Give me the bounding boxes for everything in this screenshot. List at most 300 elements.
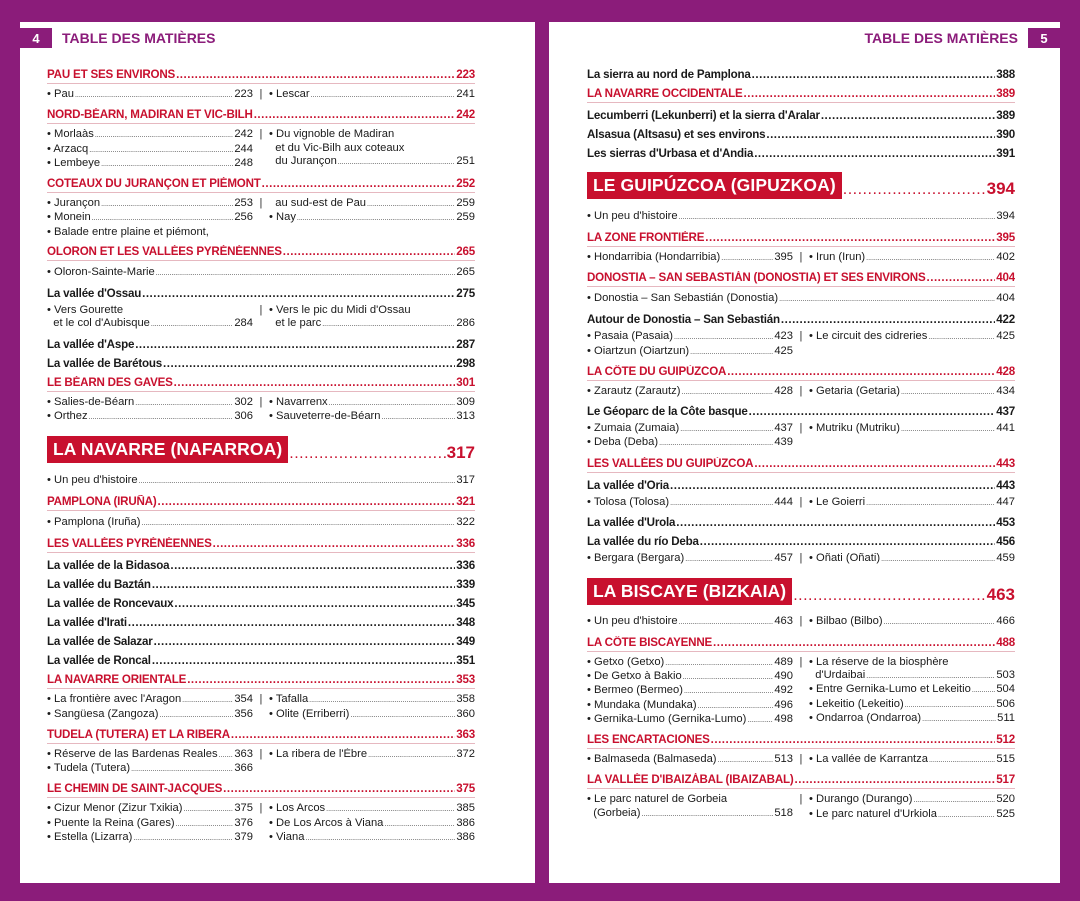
subsection-heading[interactable] bbox=[587, 128, 1015, 141]
toc-item-grid bbox=[587, 656, 1015, 727]
item-column bbox=[587, 615, 793, 629]
dot-leader bbox=[929, 753, 995, 767]
toc-item[interactable] bbox=[809, 669, 1015, 683]
dot-leader bbox=[901, 422, 995, 436]
section-heading[interactable] bbox=[47, 108, 475, 124]
entry-page: 443 bbox=[996, 478, 1015, 492]
toc-item[interactable] bbox=[587, 552, 793, 566]
toc-item[interactable] bbox=[809, 808, 1015, 822]
item-page: 459 bbox=[996, 552, 1015, 565]
subsection-heading[interactable] bbox=[587, 147, 1015, 160]
chapter-heading[interactable] bbox=[47, 436, 475, 463]
entry-title: LES ENCARTACIONES bbox=[587, 733, 710, 747]
item-page: 223 bbox=[234, 88, 253, 100]
entry-page: 363 bbox=[456, 727, 475, 741]
dot-leader bbox=[866, 251, 995, 265]
dot-leader bbox=[685, 552, 773, 566]
section-heading[interactable] bbox=[587, 733, 1015, 749]
entry-title: TUDELA (TUTERA) ET LA RIBERA bbox=[47, 727, 230, 741]
item-column bbox=[809, 385, 1015, 399]
dot-leader bbox=[779, 291, 995, 307]
dot-leader bbox=[913, 793, 995, 807]
dot-leader bbox=[329, 396, 456, 410]
dot-leader bbox=[156, 265, 456, 281]
item-text: • Un peu d'histoire bbox=[587, 615, 678, 628]
item-column bbox=[809, 793, 1015, 822]
toc-item[interactable] bbox=[47, 226, 253, 239]
item-page: 284 bbox=[234, 317, 253, 330]
item-text: • Zumaia (Zumaia) bbox=[587, 422, 680, 435]
chapter-page: 317 bbox=[446, 443, 475, 463]
item-column bbox=[809, 656, 1015, 727]
subsection-heading[interactable] bbox=[47, 654, 475, 667]
dot-leader bbox=[101, 157, 233, 171]
entry-title: COTEAUX DU JURANÇON ET PIÉMONT bbox=[47, 177, 261, 191]
section-heading[interactable] bbox=[47, 177, 475, 193]
toc-item[interactable] bbox=[269, 831, 475, 845]
chapter-heading[interactable] bbox=[587, 172, 1015, 199]
item-text: • La réserve de la biosphère bbox=[809, 655, 949, 668]
dot-leader bbox=[683, 670, 774, 684]
dot-leader bbox=[322, 317, 455, 331]
toc-item[interactable] bbox=[47, 304, 253, 317]
page-header bbox=[855, 28, 1061, 48]
entry-page: 428 bbox=[996, 364, 1015, 378]
item-text: • Olite (Erriberri) bbox=[269, 707, 350, 720]
toc-item[interactable] bbox=[809, 712, 1015, 726]
dot-leader bbox=[866, 496, 995, 510]
toc-item[interactable] bbox=[809, 753, 1015, 767]
section-heading[interactable] bbox=[47, 245, 475, 261]
item-text: • Pamplona (Iruña) bbox=[47, 516, 141, 529]
item-page: 402 bbox=[996, 251, 1015, 263]
toc-item[interactable] bbox=[587, 385, 793, 399]
dot-leader bbox=[905, 698, 996, 712]
item-text: • Getxo (Getxo) bbox=[587, 655, 665, 668]
toc-item[interactable] bbox=[269, 128, 475, 141]
toc-item[interactable] bbox=[47, 88, 253, 102]
toc-item[interactable] bbox=[587, 793, 793, 806]
section-heading[interactable] bbox=[47, 782, 475, 798]
toc-item[interactable] bbox=[587, 807, 793, 821]
dot-leader bbox=[182, 693, 233, 707]
toc-item[interactable] bbox=[47, 128, 253, 142]
toc-item[interactable] bbox=[269, 708, 475, 722]
entry-page: 301 bbox=[456, 375, 475, 389]
toc-item[interactable] bbox=[587, 615, 793, 629]
dot-leader bbox=[901, 385, 995, 399]
dot-leader bbox=[254, 108, 456, 121]
dot-leader bbox=[766, 128, 995, 141]
toc-item-grid bbox=[47, 197, 475, 239]
toc-item[interactable] bbox=[587, 251, 793, 265]
entry-page: 349 bbox=[456, 635, 475, 649]
toc-item[interactable] bbox=[269, 802, 475, 816]
toc-item[interactable] bbox=[47, 197, 253, 211]
toc-item[interactable] bbox=[269, 817, 475, 831]
dot-leader bbox=[176, 68, 455, 81]
subsection-heading[interactable] bbox=[47, 559, 475, 572]
toc-item[interactable] bbox=[269, 88, 475, 102]
dot-leader bbox=[184, 802, 234, 816]
subsection-heading[interactable] bbox=[587, 479, 1015, 492]
toc-item[interactable] bbox=[47, 157, 253, 171]
item-text: • Donostia – San Sebastián (Donostia) bbox=[587, 292, 779, 305]
chapter-page: 463 bbox=[986, 585, 1015, 605]
column-separator: | bbox=[799, 753, 803, 766]
dot-leader bbox=[670, 479, 995, 492]
entry-page: 395 bbox=[996, 231, 1015, 244]
item-page: 466 bbox=[996, 615, 1015, 628]
dot-leader bbox=[670, 496, 773, 510]
section-heading[interactable] bbox=[587, 271, 1015, 287]
item-column bbox=[269, 693, 475, 722]
toc-item[interactable] bbox=[269, 396, 475, 410]
section-heading[interactable] bbox=[47, 495, 475, 511]
item-text: • Gernika-Lumo (Gernika-Lumo) bbox=[587, 712, 747, 725]
toc-item[interactable] bbox=[587, 345, 793, 359]
item-page: 520 bbox=[996, 793, 1015, 806]
entry-page: 422 bbox=[996, 313, 1015, 327]
entry-title: La vallée du río Deba bbox=[587, 535, 699, 549]
dot-leader bbox=[133, 831, 233, 845]
item-page: 444 bbox=[774, 495, 793, 508]
item-page: 302 bbox=[234, 395, 253, 408]
section-heading[interactable] bbox=[587, 87, 1015, 103]
entry-title: La vallée de la Bidasoa bbox=[47, 559, 170, 573]
toc-item[interactable] bbox=[47, 211, 253, 225]
dot-leader bbox=[326, 802, 455, 816]
entry-title: La vallée de Salazar bbox=[47, 635, 153, 649]
item-page: 259 bbox=[456, 211, 475, 224]
toc-item[interactable] bbox=[809, 552, 1015, 566]
toc-item-grid bbox=[587, 496, 1015, 510]
item-column bbox=[47, 88, 253, 102]
chapter-title: LA NAVARRE (NAFARROA) bbox=[47, 436, 288, 463]
section-heading[interactable] bbox=[587, 457, 1015, 473]
subsection-heading[interactable] bbox=[587, 68, 1015, 81]
dot-leader bbox=[705, 231, 995, 244]
section-heading[interactable] bbox=[47, 537, 475, 553]
column-separator: | bbox=[799, 422, 803, 435]
toc-item[interactable] bbox=[269, 693, 475, 707]
subsection-heading[interactable] bbox=[587, 535, 1015, 548]
section-heading[interactable] bbox=[587, 231, 1015, 247]
entry-page: 298 bbox=[456, 356, 475, 370]
entry-title: LA CÔTE BISCAYENNE bbox=[587, 635, 713, 649]
item-column bbox=[587, 330, 793, 359]
item-page: 251 bbox=[456, 154, 475, 167]
subsection-heading[interactable] bbox=[47, 597, 475, 610]
dot-leader bbox=[641, 807, 773, 821]
item-page: 363 bbox=[234, 747, 253, 760]
section-heading[interactable] bbox=[587, 636, 1015, 652]
toc-item[interactable] bbox=[47, 817, 253, 831]
header-title: TABLE DES MATIÈRES bbox=[62, 30, 216, 46]
toc-item[interactable] bbox=[587, 753, 793, 767]
dot-leader bbox=[821, 109, 995, 122]
item-text: • Arzacq bbox=[47, 142, 89, 155]
entry-page: 443 bbox=[996, 456, 1015, 470]
item-text: • Lescar bbox=[269, 88, 310, 100]
toc-item[interactable] bbox=[47, 515, 475, 531]
dot-leader bbox=[793, 587, 985, 605]
subsection-heading[interactable] bbox=[47, 338, 475, 351]
header-title: TABLE DES MATIÈRES bbox=[864, 30, 1018, 46]
item-page: 428 bbox=[774, 384, 793, 397]
toc-item-grid bbox=[47, 88, 475, 102]
item-text: • Balade entre plaine et piémont, bbox=[47, 225, 209, 238]
dot-leader bbox=[152, 578, 455, 591]
toc-item[interactable] bbox=[587, 422, 793, 436]
dot-leader bbox=[367, 197, 455, 211]
dot-leader bbox=[382, 410, 456, 424]
entry-page: 389 bbox=[996, 109, 1015, 122]
toc-item[interactable] bbox=[269, 211, 475, 225]
toc-item[interactable] bbox=[809, 385, 1015, 399]
toc-item[interactable] bbox=[587, 496, 793, 510]
section-heading[interactable] bbox=[587, 365, 1015, 381]
dot-leader bbox=[174, 597, 455, 610]
dot-leader bbox=[128, 616, 455, 629]
toc-item[interactable] bbox=[587, 209, 1015, 225]
toc-item[interactable] bbox=[269, 304, 475, 317]
item-page: 317 bbox=[456, 474, 475, 487]
toc-item[interactable] bbox=[269, 748, 475, 762]
subsection-heading[interactable] bbox=[47, 357, 475, 370]
item-page: 498 bbox=[774, 712, 793, 725]
entry-title: LA ZONE FRONTIÈRE bbox=[587, 231, 705, 244]
item-column bbox=[809, 753, 1015, 767]
item-column bbox=[47, 748, 253, 777]
toc-item[interactable] bbox=[809, 698, 1015, 712]
entry-title: La vallée de Barétous bbox=[47, 356, 163, 370]
item-column bbox=[809, 552, 1015, 566]
toc-item[interactable] bbox=[587, 330, 793, 344]
dot-leader bbox=[163, 357, 455, 370]
dot-leader bbox=[297, 211, 455, 225]
entry-title: LE BÉARN DES GAVES bbox=[47, 375, 173, 389]
dot-leader bbox=[141, 515, 455, 531]
dot-leader bbox=[679, 615, 774, 629]
toc-item[interactable] bbox=[269, 197, 475, 211]
toc-item[interactable] bbox=[809, 656, 1015, 669]
entry-title: NORD-BÉARN, MADIRAN ET VIC-BILH bbox=[47, 108, 253, 122]
item-column bbox=[269, 304, 475, 332]
item-text: • Irun (Irun) bbox=[809, 251, 866, 263]
item-text: • Le Goierri bbox=[809, 495, 866, 508]
toc-item[interactable] bbox=[809, 496, 1015, 510]
entry-page: 512 bbox=[996, 733, 1015, 747]
item-page: 265 bbox=[456, 266, 475, 279]
item-page: 375 bbox=[234, 802, 253, 815]
item-page: 372 bbox=[456, 747, 475, 760]
item-text: • Salies-de-Béarn bbox=[47, 395, 135, 408]
column-separator: | bbox=[259, 395, 263, 408]
toc-item[interactable] bbox=[587, 684, 793, 698]
toc-item[interactable] bbox=[809, 683, 1015, 697]
subsection-heading[interactable] bbox=[587, 109, 1015, 122]
dot-leader bbox=[135, 396, 233, 410]
toc-item[interactable] bbox=[269, 317, 475, 331]
dot-leader bbox=[139, 473, 456, 489]
item-page: 244 bbox=[234, 142, 253, 155]
toc-item[interactable] bbox=[47, 708, 253, 722]
toc-item[interactable] bbox=[587, 436, 793, 450]
dot-leader bbox=[681, 385, 773, 399]
item-page: 504 bbox=[996, 683, 1015, 696]
section-heading[interactable] bbox=[47, 673, 475, 689]
column-separator: | bbox=[799, 495, 803, 508]
dot-leader bbox=[922, 712, 996, 726]
toc-item[interactable] bbox=[269, 410, 475, 424]
toc-item[interactable] bbox=[809, 793, 1015, 807]
dot-leader bbox=[289, 445, 445, 463]
item-column bbox=[269, 88, 475, 102]
dot-leader bbox=[142, 287, 455, 300]
entry-title: La vallée d'Urola bbox=[587, 516, 676, 530]
entry-page: 252 bbox=[456, 177, 475, 191]
column-separator: | bbox=[799, 330, 803, 343]
toc-item[interactable] bbox=[809, 251, 1015, 265]
toc-column bbox=[47, 62, 475, 847]
entry-title: LA NAVARRE ORIENTALE bbox=[47, 673, 187, 687]
toc-item[interactable] bbox=[809, 615, 1015, 629]
item-text: • Bermeo (Bermeo) bbox=[587, 684, 683, 697]
item-page: 457 bbox=[774, 552, 793, 565]
dot-leader bbox=[135, 338, 455, 351]
toc-item-grid bbox=[587, 552, 1015, 566]
entry-page: 321 bbox=[456, 495, 475, 509]
column-separator: | bbox=[799, 384, 803, 397]
item-page: 248 bbox=[234, 156, 253, 169]
item-text: • Deba (Deba) bbox=[587, 436, 659, 449]
toc-item[interactable] bbox=[47, 396, 253, 410]
toc-item[interactable] bbox=[587, 713, 793, 727]
entry-page: 242 bbox=[456, 108, 475, 122]
item-text: • Estella (Lizarra) bbox=[47, 831, 133, 844]
item-text: • Puente la Reina (Gares) bbox=[47, 816, 175, 829]
subsection-heading[interactable] bbox=[47, 578, 475, 591]
section-heading[interactable] bbox=[47, 376, 475, 392]
entry-page: 265 bbox=[456, 245, 475, 259]
entry-title: LA CÔTE DU GUIPÚZCOA bbox=[587, 364, 727, 378]
toc-item[interactable] bbox=[47, 410, 253, 424]
subsection-heading[interactable] bbox=[587, 516, 1015, 529]
section-heading[interactable] bbox=[587, 773, 1015, 789]
toc-item[interactable] bbox=[47, 693, 253, 707]
item-text: • Pau bbox=[47, 88, 74, 100]
toc-item[interactable] bbox=[587, 699, 793, 713]
subsection-heading[interactable] bbox=[587, 405, 1015, 418]
item-column bbox=[587, 552, 793, 566]
dot-leader bbox=[690, 345, 773, 359]
dot-leader bbox=[754, 147, 995, 160]
toc-item[interactable] bbox=[587, 656, 793, 670]
item-text: • La vallée de Karrantza bbox=[809, 753, 928, 766]
dot-leader bbox=[92, 211, 234, 225]
item-text: • Lembeye bbox=[47, 156, 101, 169]
dot-leader bbox=[684, 684, 773, 698]
item-text: • Durango (Durango) bbox=[809, 793, 913, 806]
entry-page: 388 bbox=[996, 68, 1015, 81]
toc-item[interactable] bbox=[47, 473, 475, 489]
item-text: et du Vic-Bilh aux coteaux bbox=[269, 141, 405, 154]
item-page: 386 bbox=[456, 816, 475, 829]
item-text: • Mundaka (Mundaka) bbox=[587, 698, 697, 711]
chapter-heading[interactable] bbox=[587, 578, 1015, 605]
item-page: 253 bbox=[234, 197, 253, 210]
toc-item-grid bbox=[587, 615, 1015, 629]
toc-item[interactable] bbox=[587, 670, 793, 684]
dot-leader bbox=[131, 762, 233, 776]
item-text: • Le parc naturel d'Urkiola bbox=[809, 807, 937, 820]
item-page: 404 bbox=[996, 292, 1015, 305]
toc-item[interactable] bbox=[269, 142, 475, 155]
section-heading[interactable] bbox=[47, 68, 475, 84]
toc-item[interactable] bbox=[809, 422, 1015, 436]
chapter-page: 394 bbox=[986, 179, 1015, 198]
section-heading[interactable] bbox=[47, 728, 475, 744]
toc-item[interactable] bbox=[809, 330, 1015, 344]
dot-leader bbox=[213, 537, 456, 550]
toc-item[interactable] bbox=[47, 762, 253, 776]
toc-item[interactable] bbox=[47, 265, 475, 281]
item-page: 306 bbox=[234, 409, 253, 422]
toc-item-grid bbox=[47, 693, 475, 722]
toc-item[interactable] bbox=[47, 831, 253, 845]
item-page: 241 bbox=[456, 88, 475, 100]
subsection-heading[interactable] bbox=[47, 287, 475, 300]
subsection-heading[interactable] bbox=[47, 635, 475, 648]
item-column bbox=[47, 396, 253, 425]
toc-item[interactable] bbox=[587, 291, 1015, 307]
dot-leader bbox=[881, 552, 995, 566]
toc-item[interactable] bbox=[47, 317, 253, 331]
toc-item-grid bbox=[587, 330, 1015, 359]
subsection-heading[interactable] bbox=[47, 616, 475, 629]
dot-leader bbox=[680, 422, 773, 436]
subsection-heading[interactable] bbox=[587, 313, 1015, 326]
toc-item-grid bbox=[47, 304, 475, 332]
toc-item-grid bbox=[587, 251, 1015, 265]
item-page: 496 bbox=[774, 698, 793, 711]
item-page: 385 bbox=[456, 802, 475, 815]
dot-leader bbox=[223, 782, 455, 795]
toc-item[interactable] bbox=[269, 155, 475, 169]
toc-item-grid bbox=[587, 753, 1015, 767]
item-page: 322 bbox=[456, 516, 475, 529]
dot-leader bbox=[698, 699, 774, 713]
entry-page: 339 bbox=[456, 578, 475, 592]
item-text: • Orthez bbox=[47, 409, 88, 422]
chapter-title: LA BISCAYE (BIZKAIA) bbox=[587, 578, 792, 605]
item-column bbox=[47, 197, 253, 239]
item-page: 423 bbox=[774, 330, 793, 343]
dot-leader bbox=[170, 559, 455, 572]
toc-item[interactable] bbox=[47, 748, 253, 762]
entry-title: La sierra au nord de Pamplona bbox=[587, 68, 751, 81]
toc-item-grid bbox=[47, 748, 475, 777]
toc-item[interactable] bbox=[47, 802, 253, 816]
item-text: d'Urdaibai bbox=[809, 668, 866, 681]
item-text: • Pasaia (Pasaia) bbox=[587, 330, 673, 343]
entry-title: OLORON ET LES VALLÉES PYRÉNÉENNES bbox=[47, 245, 282, 259]
dot-leader bbox=[665, 656, 773, 670]
toc-item[interactable] bbox=[47, 143, 253, 157]
column-separator: | bbox=[259, 128, 263, 141]
right-page bbox=[549, 22, 1060, 883]
